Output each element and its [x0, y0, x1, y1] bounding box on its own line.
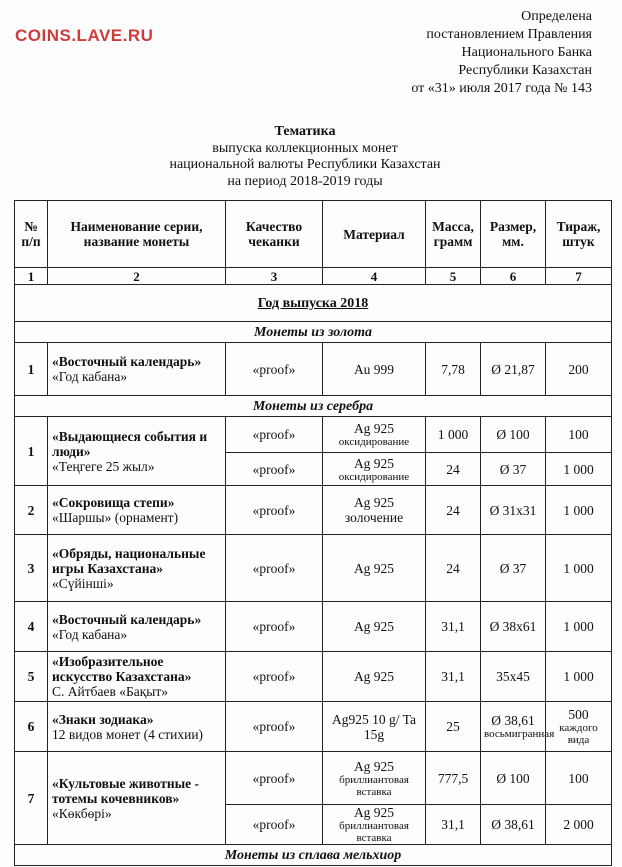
- mintage-cell: 1 000: [546, 535, 612, 602]
- table-row: [15, 752, 612, 805]
- table-row: [15, 535, 612, 602]
- row-number: 5: [15, 652, 48, 702]
- coin-name-cell: [48, 702, 226, 752]
- series-name: «Культовые животные - тотемы кочевников»: [52, 775, 200, 806]
- title-line: национальной валюты Республики Казахстан: [169, 157, 441, 172]
- coin-name: «Год кабана»: [52, 626, 128, 642]
- quality-cell: «proof»: [226, 343, 323, 396]
- mass-cell: 24: [426, 453, 481, 486]
- year-label: Год выпуска 2018: [15, 285, 612, 322]
- mintage-cell: 1 000: [546, 602, 612, 652]
- material-note: оксидирование: [338, 470, 410, 483]
- mintage-cell: [546, 702, 612, 752]
- series-name: «Сокровища степи»: [52, 495, 175, 510]
- series-name: «Знаки зодиака»: [52, 711, 154, 727]
- mintage-cell: 200: [546, 343, 612, 396]
- header-mintage: Тираж, штук: [546, 201, 612, 268]
- mintage-cell: 2 000: [546, 805, 612, 845]
- year-row: [15, 285, 612, 322]
- group-silver: Монеты из серебра: [15, 396, 612, 417]
- title-line: выпуска коллекционных монет: [212, 140, 398, 156]
- material-cell: [323, 417, 426, 453]
- material-note: оксидирование: [338, 436, 410, 448]
- title-line: Тематика: [274, 124, 336, 139]
- material: Ag 925: [353, 805, 395, 820]
- quality-cell: «proof»: [226, 486, 323, 535]
- col-number: 7: [546, 268, 612, 285]
- quality-cell: «proof»: [226, 805, 323, 845]
- material-note: бриллиантовая вставка: [339, 820, 409, 844]
- table-row: [15, 702, 612, 752]
- material: Ag 925: [353, 560, 395, 576]
- coin-name-cell: [48, 602, 226, 652]
- col-number: 6: [481, 268, 546, 285]
- watermark: COINS.LAVE.RU: [15, 26, 154, 45]
- coin-name-cell: [48, 343, 226, 396]
- row-number: 4: [15, 602, 48, 652]
- coin-name: «Шаршы» (орнамент): [52, 510, 179, 525]
- quality-cell: «proof»: [226, 752, 323, 805]
- coin-name-cell: [48, 652, 226, 702]
- table-row: [15, 652, 612, 702]
- coin-name: «Год кабана»: [52, 369, 128, 384]
- quality-cell: «proof»: [226, 417, 323, 453]
- material-cell: [323, 752, 426, 805]
- size-cell: Ø 100: [481, 752, 546, 805]
- material: Ag 925: [353, 421, 395, 436]
- mass-cell: 31,1: [426, 602, 481, 652]
- header-size: Размер, мм.: [481, 201, 546, 268]
- quality-cell: «proof»: [226, 453, 323, 486]
- material-cell: [323, 805, 426, 845]
- mintage-cell: 1 000: [546, 486, 612, 535]
- mass-cell: 24: [426, 486, 481, 535]
- material-cell: [323, 602, 426, 652]
- row-number: 2: [15, 486, 48, 535]
- mintage-cell: 1 000: [546, 453, 612, 486]
- group-row: [15, 396, 612, 417]
- series-name: «Восточный календарь»: [52, 611, 202, 627]
- group-gold: Монеты из золота: [15, 322, 612, 343]
- approval-line: постановлением Правления: [426, 27, 592, 42]
- mass-cell: 1 000: [426, 417, 481, 453]
- row-number: 6: [15, 702, 48, 752]
- group-row: [15, 322, 612, 343]
- size-cell: Ø 21,87: [481, 343, 546, 396]
- approval-line: Национального Банка: [461, 45, 592, 60]
- table-row: [15, 602, 612, 652]
- row-number: 3: [15, 535, 48, 602]
- material-cell: [323, 652, 426, 702]
- col-number: 2: [48, 268, 226, 285]
- coin-name-cell: [48, 417, 226, 486]
- material: Ag 925: [353, 758, 395, 774]
- material-cell: [323, 343, 426, 396]
- material: Ag 925: [353, 619, 395, 634]
- material-note: бриллиантовая вставка: [339, 773, 409, 798]
- table-row: [15, 486, 612, 535]
- quality-cell: «proof»: [226, 702, 323, 752]
- col-number: 4: [323, 268, 426, 285]
- material-cell: [323, 702, 426, 752]
- size-note: восьмигранная: [484, 728, 555, 740]
- series-name: «Восточный календарь»: [52, 354, 202, 369]
- col-number: 1: [15, 268, 48, 285]
- material: Au 999: [353, 361, 395, 377]
- approval-line: Определена: [521, 9, 592, 24]
- size-cell: Ø 37: [481, 453, 546, 486]
- quality-cell: «proof»: [226, 535, 323, 602]
- material: Ag 925: [353, 455, 395, 471]
- mintage-cell: 100: [546, 417, 612, 453]
- size-cell: Ø 31x31: [481, 486, 546, 535]
- approval-line: Республики Казахстан: [458, 63, 592, 78]
- column-numbers-row: [15, 268, 612, 285]
- coin-name-cell: [48, 752, 226, 845]
- series-name: «Выдающиеся события и люди»: [52, 428, 208, 459]
- approval-line: от «31» июля 2017 года № 143: [411, 81, 592, 96]
- coin-name: «Теңгеге 25 жыл»: [52, 458, 155, 474]
- series-name: «Изобразительное искусство Казахстана»: [52, 654, 192, 684]
- group-row: [15, 845, 612, 866]
- mass-cell: 25: [426, 702, 481, 752]
- material: Ag 925: [353, 669, 395, 684]
- approval-block: [411, 8, 592, 98]
- coins-table: [14, 200, 612, 866]
- material: Ag 925: [353, 495, 395, 510]
- mass-cell: 31,1: [426, 652, 481, 702]
- material-note: золочение: [344, 510, 404, 525]
- row-number: 1: [15, 343, 48, 396]
- material-cell: [323, 486, 426, 535]
- title-line: на период 2018-2019 годы: [227, 173, 383, 189]
- quality-cell: «proof»: [226, 652, 323, 702]
- mass-cell: 7,78: [426, 343, 481, 396]
- material-cell: [323, 535, 426, 602]
- mintage-cell: 1 000: [546, 652, 612, 702]
- material-cell: [323, 453, 426, 486]
- header-row: [15, 201, 612, 268]
- coin-name: «Сүйінші»: [52, 575, 114, 591]
- size-cell: [481, 702, 555, 752]
- table-row: [15, 343, 612, 396]
- col-number: 5: [426, 268, 481, 285]
- document-title: [0, 124, 610, 190]
- col-number: 3: [226, 268, 323, 285]
- mass-cell: 24: [426, 535, 481, 602]
- header-no: № п/п: [15, 201, 48, 268]
- size-cell: Ø 38,61: [481, 805, 546, 845]
- mintage: 500: [568, 707, 589, 722]
- mintage-note: каждого вида: [559, 722, 598, 746]
- size-cell: Ø 100: [481, 417, 546, 453]
- quality-cell: «proof»: [226, 602, 323, 652]
- mintage-cell: 100: [546, 752, 612, 805]
- table-row: [15, 417, 612, 453]
- size-cell: Ø 38x61: [481, 602, 546, 652]
- material: Ag925 10 g/ Ta 15g: [332, 711, 416, 742]
- row-number: 7: [15, 752, 48, 845]
- header-material: Материал: [323, 201, 426, 268]
- mass-cell: 31,1: [426, 805, 481, 845]
- coin-name: С. Айтбаев «Бақыт»: [52, 684, 169, 699]
- group-cupronickel: Монеты из сплава мельхиор: [15, 845, 612, 866]
- row-number: 1: [15, 417, 48, 486]
- size-cell: 35x45: [481, 652, 546, 702]
- coin-name: 12 видов монет (4 стихии): [52, 726, 204, 742]
- series-name: «Обряды, национальные игры Казахстана»: [52, 545, 206, 576]
- coin-name-cell: [48, 535, 226, 602]
- header-mass: Масса, грамм: [426, 201, 481, 268]
- header-quality: Качество чеканки: [226, 201, 323, 268]
- coin-name-cell: [48, 486, 226, 535]
- header-name: Наименование серии, название монеты: [48, 201, 226, 268]
- coin-name: «Көкбөрі»: [52, 805, 112, 821]
- size-cell: Ø 37: [481, 535, 546, 602]
- size: Ø 38,61: [491, 713, 535, 728]
- mass-cell: 777,5: [426, 752, 481, 805]
